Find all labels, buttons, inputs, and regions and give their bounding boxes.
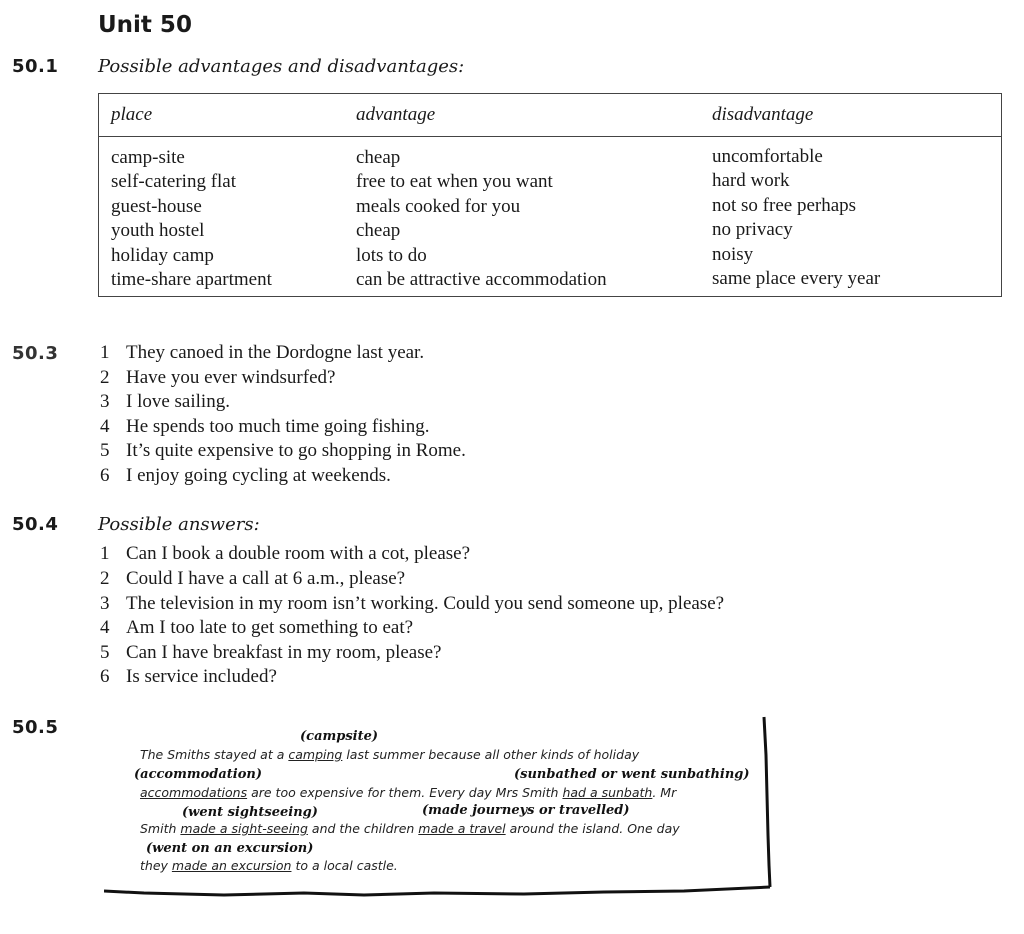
item-number: 3 bbox=[100, 593, 110, 614]
correction-note: (made journeys or travelled) bbox=[422, 803, 630, 818]
table-cell: time-share apartment bbox=[111, 269, 272, 290]
item-text: Am I too late to get something to eat? bbox=[126, 617, 414, 638]
item-text: Is service included? bbox=[126, 666, 277, 687]
item-number: 2 bbox=[100, 568, 110, 589]
item-number: 6 bbox=[100, 666, 110, 687]
correction-note: (sunbathed or went sunbathing) bbox=[514, 767, 750, 782]
section-number-50-3: 50.3 bbox=[12, 343, 59, 364]
table-cell: no privacy bbox=[712, 219, 793, 240]
item-text: Could I have a call at 6 a.m., please? bbox=[126, 568, 406, 589]
table-cell: cheap bbox=[356, 147, 401, 168]
error-word: made a travel bbox=[418, 821, 506, 836]
section-number-50-1: 50.1 bbox=[12, 56, 59, 77]
item-text: They canoed in the Dordogne last year. bbox=[126, 342, 425, 363]
error-word: accommodations bbox=[140, 785, 248, 800]
item-number: 4 bbox=[100, 617, 110, 638]
error-word: made an excursion bbox=[171, 858, 292, 873]
text-line: The Smiths stayed at a camping last summer because all other kinds of holiday bbox=[140, 747, 640, 762]
list-item bbox=[100, 568, 405, 590]
correction-note: (went on an excursion) bbox=[146, 841, 314, 856]
correction-note: (accommodation) bbox=[134, 767, 262, 782]
list-item bbox=[100, 367, 335, 389]
error-word: had a sunbath bbox=[562, 785, 653, 800]
table-cell: uncomfortable bbox=[712, 146, 823, 167]
unit-title: Unit 50 bbox=[98, 12, 192, 38]
table-cell: meals cooked for you bbox=[356, 196, 521, 217]
table-cell: lots to do bbox=[356, 245, 427, 266]
item-text: The television in my room isn’t working. Could you send someone up, please? bbox=[126, 593, 725, 614]
list-item bbox=[100, 465, 391, 487]
list-item bbox=[100, 666, 277, 688]
list-item bbox=[100, 642, 442, 664]
item-number: 1 bbox=[100, 342, 110, 363]
table-cell: camp-site bbox=[111, 147, 185, 168]
list-item bbox=[100, 593, 724, 615]
table-cell: free to eat when you want bbox=[356, 171, 553, 192]
section-heading-50-4: Possible answers: bbox=[98, 514, 260, 535]
table-header-advantage: advantage bbox=[356, 104, 436, 125]
list-item bbox=[100, 617, 413, 639]
correction-note: (went sightseeing) bbox=[182, 805, 318, 820]
table-cell: youth hostel bbox=[111, 220, 205, 241]
item-number: 5 bbox=[100, 642, 110, 663]
list-item bbox=[100, 543, 470, 565]
text-line: accommodations are too expensive for them. Every day Mrs Smith had a sunbath. Mr bbox=[140, 785, 677, 800]
table-header-divider bbox=[99, 136, 1001, 137]
section-number-50-4: 50.4 bbox=[12, 514, 59, 535]
list-item bbox=[100, 440, 466, 462]
answer-table bbox=[98, 93, 1002, 297]
table-cell: hard work bbox=[712, 170, 790, 191]
table-cell: noisy bbox=[712, 244, 754, 265]
item-text: Can I have breakfast in my room, please? bbox=[126, 642, 442, 663]
correction-note: (campsite) bbox=[300, 729, 379, 744]
item-text: Can I book a double room with a cot, please? bbox=[126, 543, 471, 564]
table-cell: guest-house bbox=[111, 196, 202, 217]
corrected-text-box bbox=[104, 715, 768, 900]
item-text: I enjoy going cycling at weekends. bbox=[126, 465, 391, 486]
text-line: they made an excursion to a local castle. bbox=[140, 858, 398, 873]
error-word: made a sight-seeing bbox=[180, 821, 308, 836]
table-cell: cheap bbox=[356, 220, 401, 241]
table-header-disadvantage: disadvantage bbox=[712, 104, 814, 125]
error-word: camping bbox=[288, 747, 343, 762]
section-number-50-5: 50.5 bbox=[12, 717, 59, 738]
list-item bbox=[100, 391, 230, 413]
list-item bbox=[100, 416, 429, 438]
list-item bbox=[100, 342, 424, 364]
item-number: 4 bbox=[100, 416, 110, 437]
table-header-place: place bbox=[111, 104, 153, 125]
item-number: 6 bbox=[100, 465, 110, 486]
item-text: Have you ever windsurfed? bbox=[126, 367, 336, 388]
item-number: 5 bbox=[100, 440, 110, 461]
table-cell: same place every year bbox=[712, 268, 881, 289]
table-cell: not so free perhaps bbox=[712, 195, 857, 216]
item-number: 1 bbox=[100, 543, 110, 564]
item-text: It’s quite expensive to go shopping in Rome. bbox=[126, 440, 466, 461]
table-cell: self-catering flat bbox=[111, 171, 237, 192]
item-text: I love sailing. bbox=[126, 391, 230, 412]
section-heading-50-1: Possible advantages and disadvantages: bbox=[98, 56, 465, 77]
table-cell: holiday camp bbox=[111, 245, 214, 266]
item-text: He spends too much time going fishing. bbox=[126, 416, 430, 437]
item-number: 3 bbox=[100, 391, 110, 412]
item-number: 2 bbox=[100, 367, 110, 388]
text-line: Smith made a sight-seeing and the children made a travel around the island. One day bbox=[140, 821, 680, 836]
table-cell: can be attractive accommodation bbox=[356, 269, 607, 290]
